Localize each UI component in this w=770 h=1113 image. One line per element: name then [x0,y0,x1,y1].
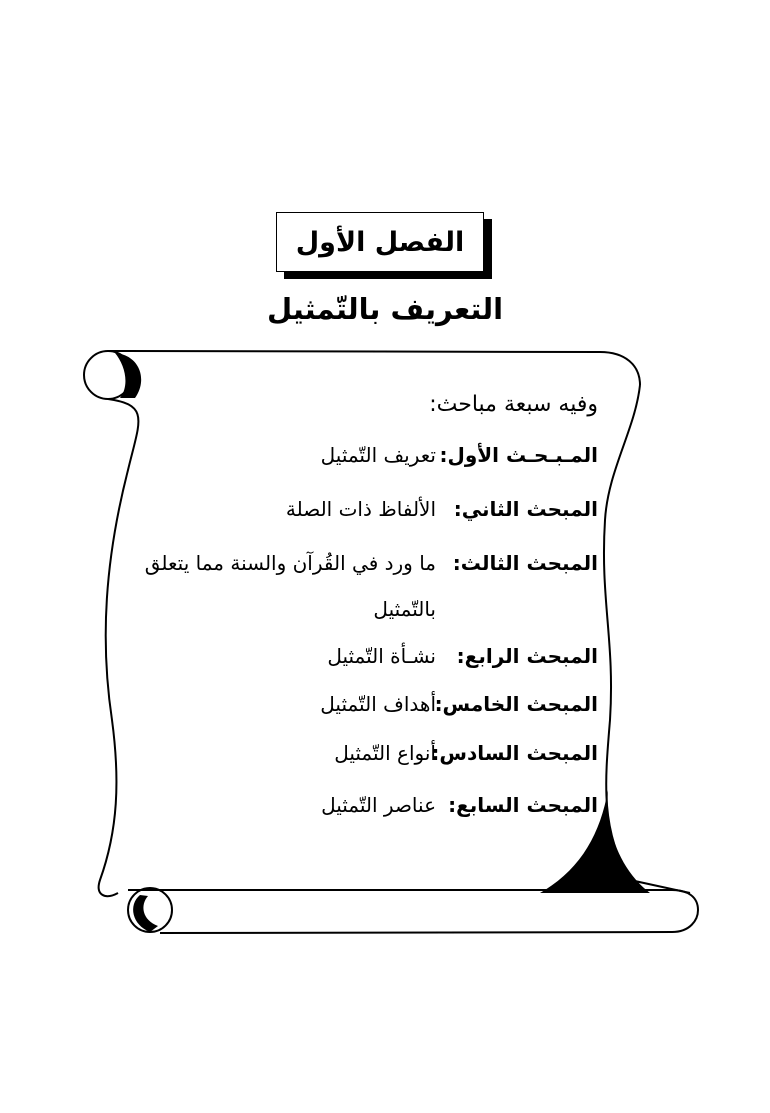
scroll-top-edge [108,351,640,385]
section-row-4 [100,633,598,679]
section-row-1 [100,432,598,478]
section-row-2 [100,486,598,532]
scroll-bottom-edge [128,890,698,933]
section-label: المبحث الثاني: [453,497,598,521]
chapter-title: الفصل الأول [295,226,465,258]
section-label: المبحث السابع: [448,793,598,817]
section-title: الألفاظ ذات الصلة [285,497,436,521]
section-label: المبحث السادس: [431,741,598,765]
section-title: نشـأة التّمثيل [327,644,436,668]
section-label: المـبـحـث الأول: [439,443,598,467]
section-row-3 [100,540,598,632]
section-title: عناصر التّمثيل [321,793,436,817]
section-row-5 [100,681,598,727]
chapter-title-box [276,212,484,272]
section-title: أهداف التّمثيل [320,692,436,716]
section-row-7 [100,782,598,828]
section-label: المبحث الخامس: [434,692,598,716]
section-title: أنواع التّمثيل [334,741,436,765]
section-label: المبحث الثالث: [452,551,598,575]
section-title: ما ورد في القُرآن والسنة مما يتعلق بالتّمثيل [144,551,436,621]
section-row-6 [100,730,598,776]
chapter-subtitle: التعريف بالتّمثيل [266,292,504,326]
scroll-right-edge [604,385,690,893]
scroll-top-shadow [115,353,141,398]
intro-line: وفيه سبعة مباحث: [429,392,598,417]
section-title: تعريف التّمثيل [320,443,436,467]
section-label: المبحث الرابع: [456,644,598,668]
